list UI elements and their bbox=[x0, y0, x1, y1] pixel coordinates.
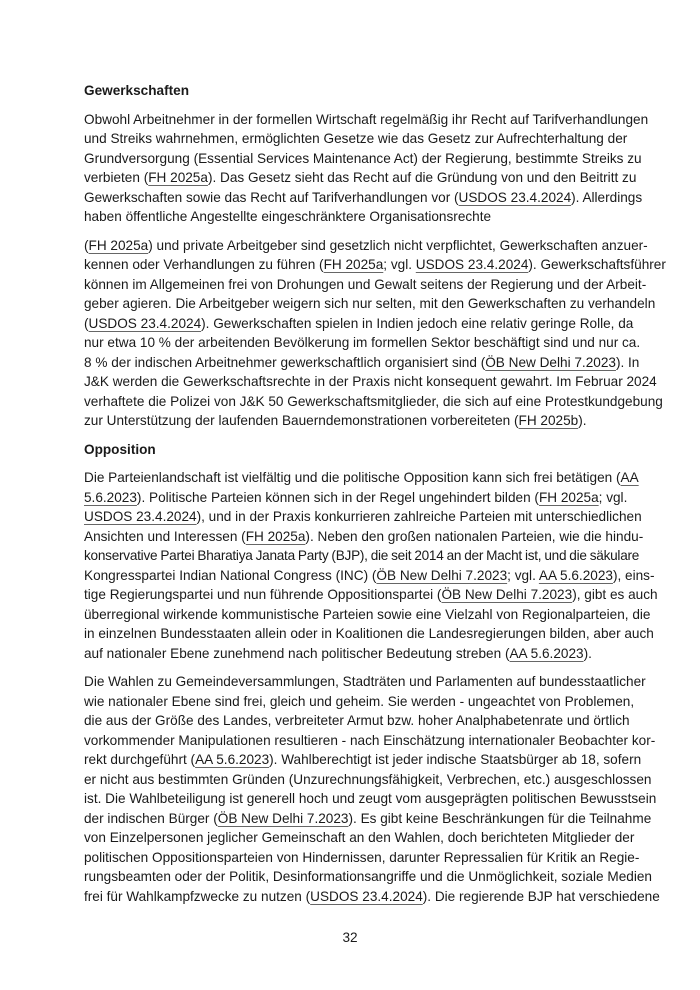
paragraph bbox=[84, 468, 658, 663]
text-run: wie nationaler Ebene sind frei, gleich und geheim. Sie werden - ungeachtet von Problemen, bbox=[84, 693, 635, 709]
text-run: ). Allerdings bbox=[571, 189, 643, 205]
text-run: zur Unterstützung der laufenden Bauerndemonstrationen vorbereiteten ( bbox=[84, 413, 519, 428]
text-line bbox=[84, 566, 655, 586]
text-run: ). Neben den großen nationalen Parteien, wie die hindu- bbox=[305, 528, 644, 544]
text-run: 8 % der indischen Arbeitnehmer gewerkschaftlich organisiert sind ( bbox=[84, 354, 486, 370]
text-run: rungsbeamten oder der Politik, Desinformationsangriffe und die Unmöglichkeit, soziale Medien bbox=[84, 869, 652, 884]
text-run: er nicht aus bestimmten Gründen (Unzurechnungsfähigkeit, Verbrechen, etc.) ausgeschlossen bbox=[84, 771, 652, 787]
text-run: überregional wirkende kommunistische Parteien sowie eine Vielzahl von Regionalparteien, die bbox=[84, 606, 651, 622]
text-run: ). Die regierende BJP hat verschiedene bbox=[422, 888, 660, 904]
text-run: ). Wahlberechtigt ist jeder indische Staatsbürger ab 18, sofern bbox=[269, 752, 642, 767]
text-line bbox=[84, 585, 658, 605]
text-run: der indischen Bürger ( bbox=[84, 810, 218, 826]
section-heading: Gewerkschaften bbox=[84, 83, 190, 98]
citation-link[interactable]: ÖB New Delhi 7.2023 bbox=[441, 587, 573, 602]
text-run: Kongresspartei Indian National Congress (INC) ( bbox=[84, 567, 377, 583]
text-line bbox=[84, 236, 648, 256]
text-run: ). Gewerkschaftsführer bbox=[528, 257, 666, 272]
text-run: Gewerkschaften sowie das Recht auf Tarifverhandlungen vor ( bbox=[84, 189, 459, 205]
text-line bbox=[84, 275, 647, 295]
text-run: geber agieren. Die Arbeitgeber weigern sich nur selten, mit den Gewerkschaften zu verhandeln bbox=[84, 296, 656, 311]
text-line bbox=[84, 692, 635, 712]
text-line bbox=[84, 644, 616, 664]
text-run: ; vgl. bbox=[598, 489, 628, 505]
citation-link[interactable]: USDOS 23.4.2024 bbox=[415, 257, 529, 272]
text-run: und Streiks wahrnehmen, ermöglichten Gesetze wie das Gesetz zur Aufrechterhaltung der bbox=[84, 131, 628, 146]
text-run: verhaftete die Polizei von J&K 50 Gewerkschaftsmitglieder, die sich auf eine Protestkundgebung bbox=[84, 393, 663, 409]
text-run: J&K werden die Gewerkschaftsrechte in der Praxis nicht konsequent gewahrt. Im Februar 2024 bbox=[84, 374, 657, 389]
text-run: Grundversorgung (Essential Services Maintenance Act) der Regierung, bestimmte Streiks zu bbox=[84, 150, 642, 166]
text-run: ), eins- bbox=[612, 567, 655, 583]
paragraph bbox=[84, 236, 666, 431]
text-line bbox=[84, 468, 639, 488]
text-line bbox=[84, 867, 652, 887]
text-line bbox=[84, 770, 652, 790]
text-run: ). Es gibt keine Beschränkungen für die Teilnahme bbox=[348, 810, 652, 826]
citation-link[interactable]: ÖB New Delhi 7.2023 bbox=[376, 567, 508, 583]
text-line bbox=[84, 731, 656, 751]
citation-link[interactable]: ÖB New Delhi 7.2023 bbox=[485, 354, 616, 370]
text-run: ). Gewerkschaften spielen in Indien jedoch eine relativ geringe Rolle, da bbox=[201, 315, 634, 331]
text-run: Die Parteienlandschaft ist vielfältig und die politische Opposition kann sich frei betätigen ( bbox=[84, 470, 621, 485]
text-line bbox=[84, 207, 616, 227]
text-line bbox=[84, 546, 640, 566]
citation-link[interactable]: FH 2025a bbox=[538, 489, 599, 505]
text-run: verbieten ( bbox=[84, 170, 149, 185]
text-run: Ansichten und Interessen ( bbox=[84, 528, 246, 544]
citation-link[interactable]: USDOS 23.4.2024 bbox=[84, 509, 197, 524]
text-run: rekt durchgeführt ( bbox=[84, 752, 196, 767]
paragraph bbox=[84, 672, 660, 906]
text-line bbox=[84, 711, 630, 731]
text-run: nur etwa 10 % der arbeitenden Bevölkerung im formellen Sektor beschäftigt sind und nur ca. bbox=[84, 335, 641, 350]
text-run: vorkommender Manipulationen resultieren - nach Einschätzung internationaler Beobachter kor- bbox=[84, 732, 656, 748]
text-line bbox=[84, 294, 656, 314]
text-run: ( bbox=[84, 237, 89, 253]
text-run: können im Allgemeinen frei von Drohungen und Gewalt seitens der Regierung und der Arbeit- bbox=[84, 276, 647, 292]
citation-link[interactable]: FH 2025a bbox=[323, 257, 384, 272]
text-run: in einzelnen Bundesstaaten allein oder in Koalitionen die Landesregierungen bilden, aber auch bbox=[84, 626, 654, 641]
text-run: ), und in der Praxis konkurrieren zahlreiche Parteien mit unterschiedlichen bbox=[196, 509, 642, 524]
text-line bbox=[84, 168, 637, 188]
text-line bbox=[84, 411, 616, 431]
text-run: ). bbox=[578, 413, 587, 428]
text-line bbox=[84, 848, 640, 868]
text-line bbox=[84, 129, 628, 149]
text-line bbox=[84, 353, 640, 373]
document-body bbox=[84, 81, 666, 915]
citation-link[interactable]: FH 2025a bbox=[245, 528, 306, 544]
citation-link[interactable]: AA 5.6.2023 bbox=[538, 567, 613, 583]
text-line bbox=[84, 314, 634, 334]
citation-link[interactable]: FH 2025a bbox=[88, 237, 149, 253]
text-line bbox=[84, 507, 642, 527]
text-run: ). Das Gesetz sieht das Recht auf die Gründung von und den Beitritt zu bbox=[207, 170, 637, 185]
citation-link[interactable]: AA bbox=[620, 470, 639, 485]
text-run: ; vgl. bbox=[383, 257, 416, 272]
text-line bbox=[84, 750, 642, 770]
text-run: ; vgl. bbox=[507, 567, 539, 583]
text-run: ist. Die Wahlbeteiligung ist generell hoch und zeugt vom ausgeprägten politischen Bewusstsein bbox=[84, 791, 657, 806]
text-line bbox=[84, 672, 646, 692]
citation-link[interactable]: USDOS 23.4.2024 bbox=[458, 189, 572, 205]
text-run: haben öffentliche Angestellte eingeschränktere Organisationsrechte bbox=[84, 209, 492, 224]
citation-link[interactable]: USDOS 23.4.2024 bbox=[88, 315, 202, 331]
text-run: ( bbox=[84, 315, 89, 331]
citation-link[interactable]: FH 2025b bbox=[518, 413, 579, 428]
section-heading: Opposition bbox=[84, 441, 156, 457]
text-run: frei für Wahlkampfzwecke zu nutzen ( bbox=[84, 888, 311, 904]
text-line bbox=[84, 488, 628, 508]
text-run: auf nationaler Ebene zunehmend nach politischer Bedeutung streben ( bbox=[84, 645, 510, 661]
text-line bbox=[84, 110, 649, 130]
text-run: ). In bbox=[615, 354, 640, 370]
text-line bbox=[84, 333, 641, 353]
citation-link[interactable]: ÖB New Delhi 7.2023 bbox=[217, 810, 349, 826]
text-line bbox=[84, 372, 657, 392]
text-line bbox=[84, 887, 660, 907]
text-run: ), gibt es auch bbox=[572, 587, 658, 602]
text-run: kennen oder Verhandlungen zu führen ( bbox=[84, 257, 324, 272]
paragraph bbox=[84, 110, 649, 227]
text-run: die aus der Größe des Landes, verbreiteter Armut bzw. hoher Analphabetenrate und örtlich bbox=[84, 713, 630, 728]
citation-link[interactable]: USDOS 23.4.2024 bbox=[310, 888, 423, 904]
text-line bbox=[84, 624, 654, 644]
citation-link[interactable]: FH 2025a bbox=[148, 170, 208, 185]
text-line bbox=[84, 188, 643, 208]
text-line bbox=[84, 789, 657, 809]
text-run: tige Regierungspartei und nun führende Oppositionspartei ( bbox=[84, 587, 442, 602]
text-run: Die Wahlen zu Gemeindeversammlungen, Stadträten und Parlamenten auf bundesstaatlicher bbox=[84, 674, 646, 689]
text-line bbox=[84, 392, 663, 412]
citation-link[interactable]: AA 5.6.2023 bbox=[509, 645, 584, 661]
citation-link[interactable]: AA 5.6.2023 bbox=[195, 752, 270, 767]
text-run: Obwohl Arbeitnehmer in der formellen Wirtschaft regelmäßig ihr Recht auf Tarifverhandlungen bbox=[84, 111, 649, 127]
text-run: konservative Partei Bharatiya Janata Party (BJP), die seit 2014 an der Macht ist, und die säkulare bbox=[84, 548, 640, 563]
text-line bbox=[84, 605, 651, 625]
text-run: ) und private Arbeitgeber sind gesetzlich nicht verpflichtet, Gewerkschaften anzuer- bbox=[148, 237, 648, 253]
citation-link[interactable]: 5.6.2023 bbox=[84, 489, 137, 505]
text-run: ). Politische Parteien können sich in der Regel ungehindert bilden ( bbox=[136, 489, 539, 505]
text-line bbox=[84, 149, 642, 169]
text-line bbox=[84, 255, 666, 275]
page-number: 32 bbox=[342, 930, 358, 945]
text-line bbox=[84, 809, 652, 829]
text-run: politischen Oppositionsparteien von Hindernissen, darunter Repressalien für Kritik an Regie- bbox=[84, 849, 640, 865]
text-line bbox=[84, 527, 644, 547]
text-run: ). bbox=[583, 645, 592, 661]
text-run: von Einzelpersonen jeglicher Gemeinschaft an den Wahlen, doch berichteten Mitglieder der bbox=[84, 830, 635, 845]
text-line bbox=[84, 828, 635, 848]
